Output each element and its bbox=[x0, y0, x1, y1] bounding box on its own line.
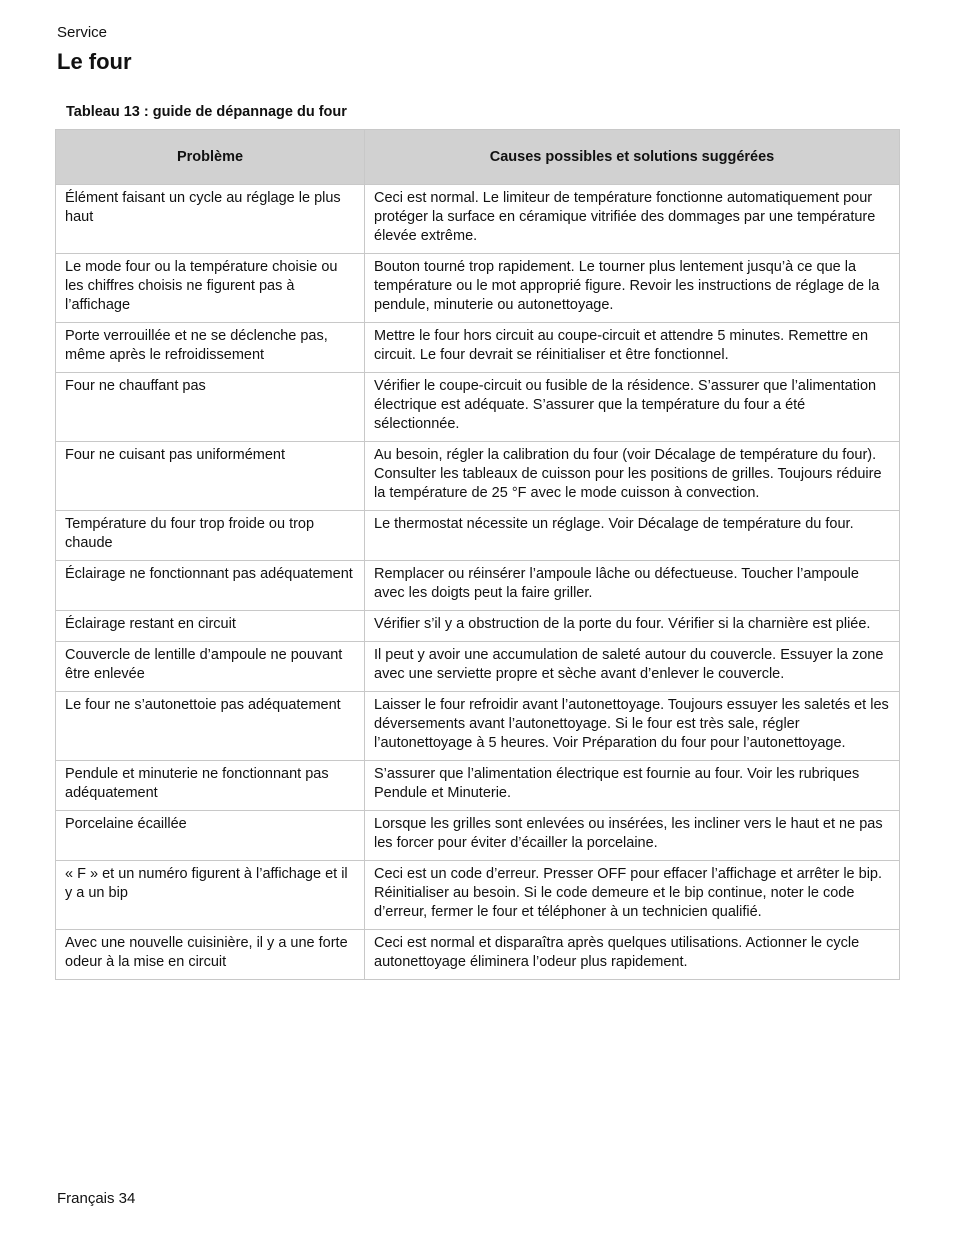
table-row bbox=[56, 323, 900, 373]
problem-cell: Éclairage restant en circuit bbox=[56, 611, 365, 642]
table-caption: Tableau 13 : guide de dépannage du four bbox=[66, 104, 347, 120]
table-header-row bbox=[56, 130, 900, 185]
solution-cell: Ceci est normal. Le limiteur de température fonctionne automatiquement pour protéger la surface en céramique vitrifiée des dommages par une température élevée extrême. bbox=[365, 185, 900, 254]
problem-cell: Avec une nouvelle cuisinière, il y a une forte odeur à la mise en circuit bbox=[56, 930, 365, 980]
problem-cell: Le four ne s’autonettoie pas adéquatement bbox=[56, 692, 365, 761]
page-number: Français 34 bbox=[57, 1190, 136, 1207]
solution-cell: Vérifier s’il y a obstruction de la porte du four. Vérifier si la charnière est pliée. bbox=[365, 611, 900, 642]
problem-cell: Élément faisant un cycle au réglage le plus haut bbox=[56, 185, 365, 254]
problem-cell: Température du four trop froide ou trop chaude bbox=[56, 511, 365, 561]
solution-cell: Ceci est un code d’erreur. Presser OFF pour effacer l’affichage et arrêter le bip. Réinitialiser au besoin. Si le code demeure et le bip continue, noter le code d’erreur, fermer le four et téléphoner à un technicien qualifié. bbox=[365, 861, 900, 930]
solution-cell: Remplacer ou réinsérer l’ampoule lâche ou défectueuse. Toucher l’ampoule avec les doigts peut la faire griller. bbox=[365, 561, 900, 611]
table-row bbox=[56, 642, 900, 692]
problem-cell: Porcelaine écaillée bbox=[56, 811, 365, 861]
problem-cell: Four ne chauffant pas bbox=[56, 373, 365, 442]
table-row bbox=[56, 861, 900, 930]
problem-cell: Le mode four ou la température choisie ou les chiffres choisis ne figurent pas à l’affichage bbox=[56, 254, 365, 323]
solution-cell: Lorsque les grilles sont enlevées ou insérées, les incliner vers le haut et ne pas les forcer pour éviter d’écailler la porcelaine. bbox=[365, 811, 900, 861]
problem-cell: Four ne cuisant pas uniformément bbox=[56, 442, 365, 511]
problem-cell: Éclairage ne fonctionnant pas adéquatement bbox=[56, 561, 365, 611]
solution-cell: Vérifier le coupe-circuit ou fusible de la résidence. S’assurer que l’alimentation électrique est adéquate. S’assurer que la température du four a été sélectionnée. bbox=[365, 373, 900, 442]
table-row bbox=[56, 373, 900, 442]
table-row bbox=[56, 811, 900, 861]
table-row bbox=[56, 611, 900, 642]
solution-cell: Laisser le four refroidir avant l’autonettoyage. Toujours essuyer les saletés et les déversements avant l’autonettoyage. Si le four est très sale, régler l’autonettoyage à 5 heures. Voir Préparation du four pour l’autonettoyage. bbox=[365, 692, 900, 761]
table-row bbox=[56, 442, 900, 511]
solution-cell: Ceci est normal et disparaîtra après quelques utilisations. Actionner le cycle autonettoyage éliminera l’odeur plus rapidement. bbox=[365, 930, 900, 980]
table-row bbox=[56, 511, 900, 561]
problem-cell: « F » et un numéro figurent à l’affichage et il y a un bip bbox=[56, 861, 365, 930]
solution-cell: Il peut y avoir une accumulation de saleté autour du couvercle. Essuyer la zone avec une serviette propre et sèche avant d’enlever le couvercle. bbox=[365, 642, 900, 692]
table-row bbox=[56, 561, 900, 611]
table-row bbox=[56, 254, 900, 323]
column-header-solutions: Causes possibles et solutions suggérées bbox=[365, 130, 900, 185]
problem-cell: Pendule et minuterie ne fonctionnant pas adéquatement bbox=[56, 761, 365, 811]
page-title: Le four bbox=[57, 49, 132, 74]
troubleshooting-table-container bbox=[55, 129, 899, 980]
problem-cell: Couvercle de lentille d’ampoule ne pouvant être enlevée bbox=[56, 642, 365, 692]
table-row bbox=[56, 761, 900, 811]
table-row bbox=[56, 185, 900, 254]
solution-cell: Au besoin, régler la calibration du four (voir Décalage de température du four). Consulter les tableaux de cuisson pour les positions de grilles. Toujours réduire la température de 25 °F avec le mode cuisson à convection. bbox=[365, 442, 900, 511]
table-body bbox=[56, 185, 900, 980]
column-header-problem: Problème bbox=[56, 130, 365, 185]
running-head: Service bbox=[57, 24, 108, 41]
table-row bbox=[56, 692, 900, 761]
problem-cell: Porte verrouillée et ne se déclenche pas, même après le refroidissement bbox=[56, 323, 365, 373]
troubleshooting-table bbox=[55, 129, 900, 980]
solution-cell: S’assurer que l’alimentation électrique est fournie au four. Voir les rubriques Pendule et Minuterie. bbox=[365, 761, 900, 811]
solution-cell: Mettre le four hors circuit au coupe-circuit et attendre 5 minutes. Remettre en circuit. Le four devrait se réinitialiser et être fonctionnel. bbox=[365, 323, 900, 373]
solution-cell: Bouton tourné trop rapidement. Le tourner plus lentement jusqu’à ce que la température ou le mot approprié figure. Revoir les instructions de réglage de la pendule, minuterie ou autonettoyage. bbox=[365, 254, 900, 323]
table-row bbox=[56, 930, 900, 980]
solution-cell: Le thermostat nécessite un réglage. Voir Décalage de température du four. bbox=[365, 511, 900, 561]
